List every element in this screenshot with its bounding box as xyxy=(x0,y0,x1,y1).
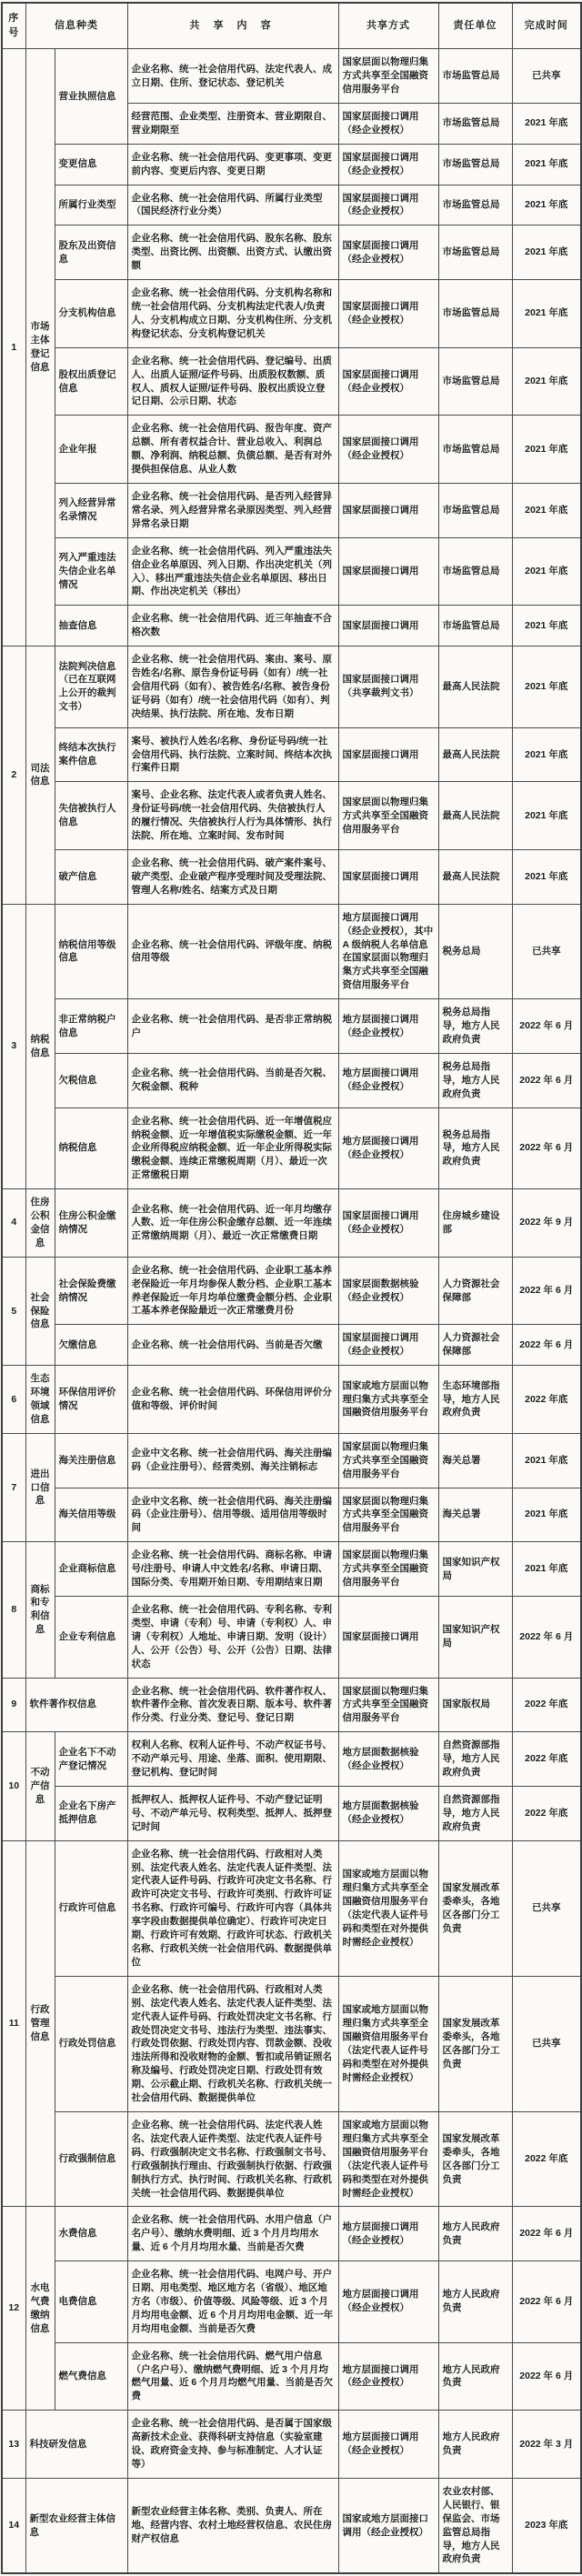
info-type-cell: 纳税信息 xyxy=(55,1108,127,1189)
completion-time-cell: 2021 年底 xyxy=(512,1542,581,1597)
share-content-cell: 企业名称、统一社会信用代码、所属行业类型（国民经济行业分类） xyxy=(127,185,338,226)
share-method-cell: 国家层面接口调用（共享裁判文书） xyxy=(338,647,438,728)
responsible-unit-cell: 税务总局 xyxy=(438,904,512,998)
share-method-cell: 国家层面接口调用（经企业授权） xyxy=(338,185,438,226)
info-type-cell: 水费信息 xyxy=(55,2207,127,2261)
info-type-cell: 失信被执行人信息 xyxy=(55,782,127,850)
share-content-cell: 企业名称、统一社会信用代码、列入严重违法失信企业名单原因、列入日期、作出决定机关（列入）、移出严重违法失信企业名单原因、移出日期、作出决定机关（移出） xyxy=(127,537,338,606)
completion-time-cell: 2022 年底 xyxy=(512,1678,581,1732)
header-completion-time: 完成时间 xyxy=(512,3,581,49)
responsible-unit-cell: 市场监管总局 xyxy=(438,347,512,416)
share-content-cell: 企业名称、统一社会信用代码、环保信用评价分值和等级、评价时间 xyxy=(127,1366,338,1434)
info-type-cell: 纳税信用等级信息 xyxy=(55,904,127,998)
table-row xyxy=(2,2207,581,2261)
share-method-cell: 国家层面接口调用（经企业授权） xyxy=(338,347,438,416)
table-row xyxy=(2,1257,581,1325)
category-cell: 社会保险信息 xyxy=(25,1257,55,1365)
completion-time-cell: 已共享 xyxy=(512,904,581,998)
header-share-content: 共 享 内 容 xyxy=(127,3,338,49)
row-number-cell: 9 xyxy=(2,1678,25,1732)
category-cell: 不动产信息 xyxy=(25,1732,55,1840)
responsible-unit-cell: 市场监管总局 xyxy=(438,49,512,104)
responsible-unit-cell: 市场监管总局 xyxy=(438,483,512,537)
table-row xyxy=(2,537,581,606)
share-method-cell: 国家层面以物理归集方式共享至全国融资信用服务平台 xyxy=(338,1488,438,1542)
completion-time-cell: 2022 年底 xyxy=(512,2111,581,2206)
info-type-cell: 欠税信息 xyxy=(55,1053,127,1108)
share-method-cell: 国家层面接口调用（经企业授权） xyxy=(338,1189,438,1258)
row-number-cell: 12 xyxy=(2,2207,25,2411)
responsible-unit-cell: 海关总署 xyxy=(438,1433,512,1488)
completion-time-cell: 已共享 xyxy=(512,49,581,104)
responsible-unit-cell: 住房城乡建设部 xyxy=(438,1189,512,1258)
share-method-cell: 国家层面接口调用（经企业授权） xyxy=(338,416,438,484)
info-type-cell: 列入严重违法失信企业名单情况 xyxy=(55,537,127,606)
share-content-cell: 企业名称、统一社会信用代码、水用户信息（户名户号）、缴纳水费明细、近 3 个月月均用水量、近 6 个月月均用水量、当前是否欠费 xyxy=(127,2207,338,2261)
completion-time-cell: 2021 年底 xyxy=(512,416,581,484)
table-row xyxy=(2,1976,581,2111)
share-content-cell: 企业名称、统一社会信用代码、电网户号、开户日期、用电类型、地区地方名（省级）、地区地方名（市级）、价值等级、风险等级、近 3 个月月均用电金额、近 6 个月月均用电金额、近一年月均用电金额、当前是否欠费 xyxy=(127,2261,338,2343)
info-type-cell: 终结本次执行案件信息 xyxy=(55,727,127,782)
share-method-cell: 国家或地方层面以物理归集方式共享至全国融资信用服务平台 xyxy=(338,1366,438,1434)
table-row xyxy=(2,2478,581,2573)
info-type-cell: 法院判决信息（已在互联网上公开的裁判文书） xyxy=(55,647,127,728)
share-method-cell: 国家层面数据核验（经企业授权） xyxy=(338,1257,438,1325)
share-method-cell: 国家层面接口调用 xyxy=(338,727,438,782)
category-cell: 进出口信息 xyxy=(25,1433,55,1541)
table-row xyxy=(2,1108,581,1189)
completion-time-cell: 2022 年 6 月 xyxy=(512,1596,581,1678)
info-type-cell: 电费信息 xyxy=(55,2261,127,2343)
responsible-unit-cell: 农业农村部、人民银行、银保监会、市场监管总局指导，地方人民政府负责 xyxy=(438,2478,512,2573)
share-method-cell: 国家层面接口调用（经企业授权） xyxy=(338,226,438,280)
table-row xyxy=(2,999,581,1054)
share-method-cell: 地方层面数据核验（经企业授权） xyxy=(338,1786,438,1840)
share-content-cell: 经营范围、企业类型、注册资本、营业期限自、营业期限至 xyxy=(127,103,338,144)
responsible-unit-cell: 税务总局指导，地方人民政府负责 xyxy=(438,1053,512,1108)
info-type-cell: 企业名下房产抵押信息 xyxy=(55,1786,127,1840)
table-row xyxy=(2,1053,581,1108)
info-type-cell: 营业执照信息 xyxy=(55,49,127,145)
share-content-cell: 企业名称、统一社会信用代码、是否属于国家级高新技术企业、获得科研支持信息（实验室建设、政府资金支持、参与标准制定、人才认证等） xyxy=(127,2411,338,2479)
category-cell: 商标和专利信息 xyxy=(25,1542,55,1678)
share-method-cell: 地方层面接口调用（经企业授权） xyxy=(338,999,438,1054)
completion-time-cell: 2021 年底 xyxy=(512,1433,581,1488)
completion-time-cell: 2021 年底 xyxy=(512,226,581,280)
row-number-cell: 10 xyxy=(2,1732,25,1840)
table-row xyxy=(2,1325,581,1366)
share-method-cell: 地方层面接口调用（经企业授权） xyxy=(338,1053,438,1108)
responsible-unit-cell: 自然资源部指导，地方人民政府负责 xyxy=(438,1732,512,1787)
responsible-unit-cell: 自然资源部指导，地方人民政府负责 xyxy=(438,1786,512,1840)
completion-time-cell: 2021 年底 xyxy=(512,782,581,850)
table-row xyxy=(2,1189,581,1258)
table-row xyxy=(2,416,581,484)
info-type-cell: 社会保险费缴纳情况 xyxy=(55,1257,127,1325)
share-method-cell: 地方层面接口调用（经企业授权） xyxy=(338,2261,438,2343)
share-method-cell: 国家或地方层面以物理归集方式共享至全国融资信用服务平台（法定代表人证件号码和类型在对外提供时需经企业授权） xyxy=(338,1976,438,2111)
completion-time-cell: 2022 年 6 月 xyxy=(512,2207,581,2261)
table-row xyxy=(2,2411,581,2479)
share-method-cell: 国家层面以物理归集方式共享至全国融资信用服务平台 xyxy=(338,782,438,850)
share-content-cell: 企业名称、统一社会信用代码、是否列入经营异常名录、列入经营异常名录原因类型、列入经营异常名录日期 xyxy=(127,483,338,537)
share-method-cell: 国家层面以物理归集方式共享至全国融资信用服务平台 xyxy=(338,1433,438,1488)
category-cell: 水电气费缴纳信息 xyxy=(25,2207,55,2411)
completion-time-cell: 2022 年 6 月 xyxy=(512,1325,581,1366)
table-row xyxy=(2,226,581,280)
share-content-cell: 企业名称、统一社会信用代码、法定代表人、成立日期、住所、登记状态、登记机关 xyxy=(127,49,338,104)
category-cell: 软件著作权信息 xyxy=(25,1678,127,1732)
completion-time-cell: 2021 年底 xyxy=(512,347,581,416)
completion-time-cell: 2021 年底 xyxy=(512,850,581,905)
category-cell: 生态环境领域信息 xyxy=(25,1366,55,1434)
share-method-cell: 国家层面接口调用 xyxy=(338,1596,438,1678)
info-type-cell: 环保信用评价情况 xyxy=(55,1366,127,1434)
row-number-cell: 3 xyxy=(2,904,25,1188)
completion-time-cell: 2021 年底 xyxy=(512,727,581,782)
table-row xyxy=(2,1596,581,1678)
completion-time-cell: 2021 年底 xyxy=(512,144,581,185)
responsible-unit-cell: 国家发展改革委牵头，各地区各部门分工负责 xyxy=(438,1976,512,2111)
responsible-unit-cell: 国家版权局 xyxy=(438,1678,512,1732)
row-number-cell: 8 xyxy=(2,1542,25,1678)
completion-time-cell: 2021 年底 xyxy=(512,537,581,606)
share-method-cell: 国家层面以物理归集方式共享至全国融资信用服务平台 xyxy=(338,1678,438,1732)
share-method-cell: 国家层面接口调用 xyxy=(338,606,438,647)
share-content-cell: 企业名称、统一社会信用代码、近三年抽查不合格次数 xyxy=(127,606,338,647)
share-content-cell: 企业中文名称、统一社会信用代码、海关注册编码（企业注册号）、经营类别、海关注销标志 xyxy=(127,1433,338,1488)
completion-time-cell: 2022 年底 xyxy=(512,1732,581,1787)
table-row xyxy=(2,2261,581,2343)
completion-time-cell: 已共享 xyxy=(512,1976,581,2111)
responsible-unit-cell: 市场监管总局 xyxy=(438,144,512,185)
share-content-cell: 企业名称、统一社会信用代码、报告年度、资产总额、所有者权益合计、营业总收入、利润总额、净利润、纳税总额、负债总额、是否有对外提供担保信息、从业人数 xyxy=(127,416,338,484)
responsible-unit-cell: 人力资源社会保障部 xyxy=(438,1325,512,1366)
category-cell: 纳税信息 xyxy=(25,904,55,1188)
info-type-cell: 燃气费信息 xyxy=(55,2342,127,2411)
responsible-unit-cell: 税务总局指导，地方人民政府负责 xyxy=(438,1108,512,1189)
responsible-unit-cell: 最高人民法院 xyxy=(438,647,512,728)
header-share-method: 共享方式 xyxy=(338,3,438,49)
share-content-cell: 企业名称、统一社会信用代码、案由、案号、原告姓名/名称、原告身份证号码（如有）/统一社会信用代码（如有）、被告姓名/名称、被告身份证号码（如有）/统一社会信用代码（如有）、判决结果、执行法院、所在地、发布日期 xyxy=(127,647,338,728)
share-method-cell: 国家层面接口调用 xyxy=(338,537,438,606)
share-content-cell: 企业名称、统一社会信用代码、变更事项、变更前内容、变更后内容、变更日期 xyxy=(127,144,338,185)
share-content-cell: 权利人名称、权利人证件号、不动产权证书号、不动产单元号、用途、坐落、面积、使用期限、登记机构、登记时间 xyxy=(127,1732,338,1787)
completion-time-cell: 2021 年底 xyxy=(512,103,581,144)
share-content-cell: 抵押权人、抵押权人证件号、不动产登记证明号、不动产单元号、权利类型、抵押人、抵押登记时间 xyxy=(127,1786,338,1840)
share-method-cell: 国家或地方层面以物理归集方式共享至全国融资信用服务平台（法定代表人证件号码和类型在对外提供时需经企业授权） xyxy=(338,2111,438,2206)
share-content-cell: 企业名称、统一社会信用代码、当前是否欠缴 xyxy=(127,1325,338,1366)
share-content-cell: 企业名称、统一社会信用代码、燃气用户信息（户名户号）、缴纳燃气费明细、近 3 个月月均燃气用量、近 6 个月月均燃气用量、当前是否欠费 xyxy=(127,2342,338,2411)
share-content-cell: 企业名称、统一社会信用代码、法定代表人姓名、法定代表人证件类型、法定代表人证件号码、行政强制决定文书名称、行政强制文书号、行政强制执行理由、行政强制执行依据、行政强制执行方式、执行时间、行政机关名称、行政机关统一社会信用代码、数据提供单位 xyxy=(127,2111,338,2206)
completion-time-cell: 2022 年底 xyxy=(512,1366,581,1434)
table-row xyxy=(2,782,581,850)
share-content-cell: 企业名称、统一社会信用代码、行政相对人类别、法定代表人姓名、法定代表人证件类型、法定代表人证件号码、行政许可决定文书名称、行政许可决定文书号、行政许可类别、行政许可证书名称、行政许可编号、行政许可内容（具体共享字段由数据提供单位确定）、行政许可决定日期、行政许可有效期、行政许可状态、行政机关名称、行政机关统一社会信用代码、数据提供单位 xyxy=(127,1840,338,1976)
info-type-cell: 股东及出资信息 xyxy=(55,226,127,280)
responsible-unit-cell: 市场监管总局 xyxy=(438,226,512,280)
header-row xyxy=(2,3,581,49)
share-content-cell: 企业名称、统一社会信用代码、股东名称、股东类型、出资比例、出资额、出资方式、认缴出资额 xyxy=(127,226,338,280)
table-row xyxy=(2,1542,581,1597)
row-number-cell: 7 xyxy=(2,1433,25,1541)
row-number-cell: 2 xyxy=(2,647,25,905)
completion-time-cell: 2021 年底 xyxy=(512,280,581,348)
table-row xyxy=(2,49,581,104)
info-type-cell: 列入经营异常名录情况 xyxy=(55,483,127,537)
completion-time-cell: 2021 年底 xyxy=(512,1488,581,1542)
share-content-cell: 案号、企业名称、法定代表人或者负责人姓名、身份证号码/统一社会信用代码、失信被执行人的履行情况、失信被执行人行为具体情形、执行法院、所在地、立案时间、发布时间 xyxy=(127,782,338,850)
share-content-cell: 企业名称、统一社会信用代码、商标名称、申请号/注册号、申请人中文姓名/名称、申请日期、国际分类、专用期开始日期、专用期结束日期 xyxy=(127,1542,338,1597)
share-method-cell: 国家层面以物理归集方式共享至全国融资信用服务平台 xyxy=(338,49,438,104)
responsible-unit-cell: 市场监管总局 xyxy=(438,103,512,144)
table-row xyxy=(2,280,581,348)
info-type-cell: 住房公积金缴纳情况 xyxy=(55,1189,127,1258)
row-number-cell: 1 xyxy=(2,49,25,647)
responsible-unit-cell: 国家发展改革委牵头，各地区各部门分工负责 xyxy=(438,2111,512,2206)
table-row xyxy=(2,1488,581,1542)
share-method-cell: 地方层面接口调用（经企业授权） xyxy=(338,2342,438,2411)
share-method-cell: 国家层面接口调用（经企业授权） xyxy=(338,280,438,348)
share-content-cell: 企业名称、统一社会信用代码、分支机构名称和统一社会信用代码、分支机构法定代表人/负责人、分支机构成立日期、分支机构住所、分支机构登记状态、分支机构登记机关 xyxy=(127,280,338,348)
completion-time-cell: 已共享 xyxy=(512,1840,581,1976)
share-content-cell: 企业名称、统一社会信用代码、企业职工基本养老保险近一年月均参保人数分档、企业职工基本养老保险近一年月均单位缴费金额分档、企业职工基本养老保险最近一次正常缴费月份 xyxy=(127,1257,338,1325)
header-seq-no: 序号 xyxy=(2,3,25,49)
responsible-unit-cell: 地方人民政府负责 xyxy=(438,2207,512,2261)
responsible-unit-cell: 税务总局指导，地方人民政府负责 xyxy=(438,999,512,1054)
row-number-cell: 6 xyxy=(2,1366,25,1434)
info-type-cell: 破产信息 xyxy=(55,850,127,905)
table-row xyxy=(2,483,581,537)
share-method-cell: 地方层面数据核验（经企业授权） xyxy=(338,1732,438,1787)
info-type-cell: 企业商标信息 xyxy=(55,1542,127,1597)
responsible-unit-cell: 市场监管总局 xyxy=(438,537,512,606)
table-row xyxy=(2,1840,581,1976)
share-method-cell: 国家层面接口调用 xyxy=(338,850,438,905)
table-row xyxy=(2,144,581,185)
responsible-unit-cell: 国家发展改革委牵头，各地区各部门分工负责 xyxy=(438,1840,512,1976)
table-row xyxy=(2,850,581,905)
share-content-cell: 案号、被执行人姓名/名称、身份证号码/统一社会信用代码、执行法院、立案时间、终结本次执行案件日期 xyxy=(127,727,338,782)
info-sharing-table xyxy=(1,2,582,2574)
share-content-cell: 新型农业经营主体名称、类别、负责人、所在地、经营内容、农村土地经营权信息、农民住房财产权信息 xyxy=(127,2478,338,2573)
category-cell: 行政管理信息 xyxy=(25,1840,55,2207)
responsible-unit-cell: 国家知识产权局 xyxy=(438,1542,512,1597)
completion-time-cell: 2022 年 6 月 xyxy=(512,999,581,1054)
share-method-cell: 国家层面接口调用（经企业授权） xyxy=(338,103,438,144)
row-number-cell: 14 xyxy=(2,2478,25,2573)
responsible-unit-cell: 人力资源社会保障部 xyxy=(438,1257,512,1325)
table-row xyxy=(2,1433,581,1488)
info-type-cell: 企业专利信息 xyxy=(55,1596,127,1678)
completion-time-cell: 2023 年底 xyxy=(512,2478,581,2573)
table-row xyxy=(2,606,581,647)
category-cell: 住房公积金信息 xyxy=(25,1189,55,1258)
completion-time-cell: 2021 年底 xyxy=(512,647,581,728)
table-row xyxy=(2,1732,581,1787)
completion-time-cell: 2022 年 6 月 xyxy=(512,2342,581,2411)
table-row xyxy=(2,2342,581,2411)
info-type-cell: 海关注册信息 xyxy=(55,1433,127,1488)
table-row xyxy=(2,904,581,998)
info-type-cell: 行政处罚信息 xyxy=(55,1976,127,2111)
table-row xyxy=(2,1786,581,1840)
responsible-unit-cell: 生态环境部指导，地方人民政府负责 xyxy=(438,1366,512,1434)
header-info-type: 信息种类 xyxy=(25,3,127,49)
completion-time-cell: 2022 年 6 月 xyxy=(512,1053,581,1108)
responsible-unit-cell: 地方人民政府负责 xyxy=(438,2411,512,2479)
share-content-cell: 企业名称、统一社会信用代码、专利名称、专利类型、申请（专利）号、申请（专利权）人、申请（专利权）人地址、申请日期、发明（设计）人、公开（公告）号、公开（公告）日期、法律状态 xyxy=(127,1596,338,1678)
share-method-cell: 国家或地方层面以物理归集方式共享至全国融资信用服务平台（法定代表人证件号码和类型在对外提供时需经企业授权） xyxy=(338,1840,438,1976)
responsible-unit-cell: 地方人民政府负责 xyxy=(438,2261,512,2343)
info-type-cell: 分支机构信息 xyxy=(55,280,127,348)
table-row xyxy=(2,1678,581,1732)
table-row xyxy=(2,1366,581,1434)
share-method-cell: 地方层面接口调用（经企业授权） xyxy=(338,1108,438,1189)
completion-time-cell: 2022 年 9 月 xyxy=(512,1189,581,1258)
info-type-cell: 企业年报 xyxy=(55,416,127,484)
info-type-cell: 行政强制信息 xyxy=(55,2111,127,2206)
completion-time-cell: 2022 年底 xyxy=(512,1786,581,1840)
info-type-cell: 股权出质登记信息 xyxy=(55,347,127,416)
responsible-unit-cell: 市场监管总局 xyxy=(438,280,512,348)
row-number-cell: 4 xyxy=(2,1189,25,1258)
info-type-cell: 海关信用等级 xyxy=(55,1488,127,1542)
table-body xyxy=(2,49,581,2574)
share-method-cell: 地方层面接口调用（经企业授权），其中 A 级纳税人名单信息在国家层面以物理归集方式共享至全国融资信用服务平台 xyxy=(338,904,438,998)
info-type-cell: 所属行业类型 xyxy=(55,185,127,226)
row-number-cell: 13 xyxy=(2,2411,25,2479)
info-type-cell: 欠缴信息 xyxy=(55,1325,127,1366)
share-method-cell: 国家或地方层面接口调用（经企业授权） xyxy=(338,2478,438,2573)
responsible-unit-cell: 最高人民法院 xyxy=(438,850,512,905)
table-row xyxy=(2,727,581,782)
table-row xyxy=(2,647,581,728)
completion-time-cell: 2022 年 6 月 xyxy=(512,1108,581,1189)
share-method-cell: 国家层面接口调用（经企业授权） xyxy=(338,144,438,185)
share-content-cell: 企业中文名称、统一社会信用代码、海关注册编码（企业注册号）、信用等级、适用信用等级时间 xyxy=(127,1488,338,1542)
completion-time-cell: 2021 年底 xyxy=(512,483,581,537)
table-row xyxy=(2,185,581,226)
info-type-cell: 企业名下不动产登记情况 xyxy=(55,1732,127,1787)
responsible-unit-cell: 市场监管总局 xyxy=(438,185,512,226)
share-content-cell: 企业名称、统一社会信用代码、近一年月均缴存人数、近一年住房公积金缴存总额、近一年连续正常缴纳周期（月）、最近一次正常缴费日期 xyxy=(127,1189,338,1258)
info-type-cell: 抽查信息 xyxy=(55,606,127,647)
info-type-cell: 变更信息 xyxy=(55,144,127,185)
share-content-cell: 企业名称、统一社会信用代码、登记编号、出质人、出质人证照/证件号码、出质股权数额、质权人、质权人证照/证件号码、股权出质设立登记日期、公示日期、状态 xyxy=(127,347,338,416)
share-content-cell: 企业名称、统一社会信用代码、是否非正常纳税户 xyxy=(127,999,338,1054)
share-content-cell: 企业名称、统一社会信用代码、评级年度、纳税信用等级 xyxy=(127,904,338,998)
responsible-unit-cell: 国家知识产权局 xyxy=(438,1596,512,1678)
row-number-cell: 5 xyxy=(2,1257,25,1365)
completion-time-cell: 2021 年底 xyxy=(512,185,581,226)
responsible-unit-cell: 最高人民法院 xyxy=(438,782,512,850)
share-content-cell: 企业名称、统一社会信用代码、破产案件案号、破产类型、企业破产程序受理时间及受理法院、管理人名称/姓名、结案方式及日期 xyxy=(127,850,338,905)
category-cell: 新型农业经营主体信息 xyxy=(25,2478,127,2573)
category-cell: 科技研发信息 xyxy=(25,2411,127,2479)
responsible-unit-cell: 海关总署 xyxy=(438,1488,512,1542)
responsible-unit-cell: 市场监管总局 xyxy=(438,606,512,647)
share-method-cell: 国家层面以物理归集方式共享至全国融资信用服务平台 xyxy=(338,1542,438,1597)
share-content-cell: 企业名称、统一社会信用代码、当前是否欠税、欠税金额、税种 xyxy=(127,1053,338,1108)
completion-time-cell: 2022 年 6 月 xyxy=(512,2261,581,2343)
row-number-cell: 11 xyxy=(2,1840,25,2207)
completion-time-cell: 2022 年 3 月 xyxy=(512,2411,581,2479)
share-content-cell: 企业名称、统一社会信用代码、软件著作权人、软件著作全称、首次发表日期、版本号、软件著作分类、行业分类、登记号、登记日期 xyxy=(127,1678,338,1732)
table-row xyxy=(2,347,581,416)
share-method-cell: 地方层面接口调用（经企业授权） xyxy=(338,2207,438,2261)
category-cell: 市场主体登记信息 xyxy=(25,49,55,647)
share-content-cell: 企业名称、统一社会信用代码、行政相对人类别、法定代表人姓名、法定代表人证件类型、法定代表人证件号码、行政处罚决定文书名称、行政处罚决定文书号、违法行为类型、违法事实、行政处罚依据、行政处罚内容、罚款金额、没收违法所得和没收财物的金额、暂扣或吊销证照名称及编号、行政处罚决定日期、行政处罚有效期、公示截止期、行政机关名称、行政机关统一社会信用代码、数据提供单位 xyxy=(127,1976,338,2111)
info-type-cell: 行政许可信息 xyxy=(55,1840,127,1976)
responsible-unit-cell: 地方人民政府负责 xyxy=(438,2342,512,2411)
completion-time-cell: 2021 年底 xyxy=(512,606,581,647)
info-type-cell: 非正常纳税户信息 xyxy=(55,999,127,1054)
share-method-cell: 国家层面接口调用 xyxy=(338,483,438,537)
category-cell: 司法信息 xyxy=(25,647,55,905)
responsible-unit-cell: 最高人民法院 xyxy=(438,727,512,782)
header-responsible-unit: 责任单位 xyxy=(438,3,512,49)
share-method-cell: 国家层面接口调用（经企业授权） xyxy=(338,1325,438,1366)
completion-time-cell: 2022 年 6 月 xyxy=(512,1257,581,1325)
share-method-cell: 地方层面接口调用（经企业授权） xyxy=(338,2411,438,2479)
share-content-cell: 企业名称、统一社会信用代码、近一年增值税应纳税金额、近一年增值税实际缴税金额、近一年企业所得税应纳税金额、近一年企业所得税实际缴税金额、连续正常缴税周期（月）、最近一次正常缴税日期 xyxy=(127,1108,338,1189)
responsible-unit-cell: 市场监管总局 xyxy=(438,416,512,484)
table-row xyxy=(2,2111,581,2206)
